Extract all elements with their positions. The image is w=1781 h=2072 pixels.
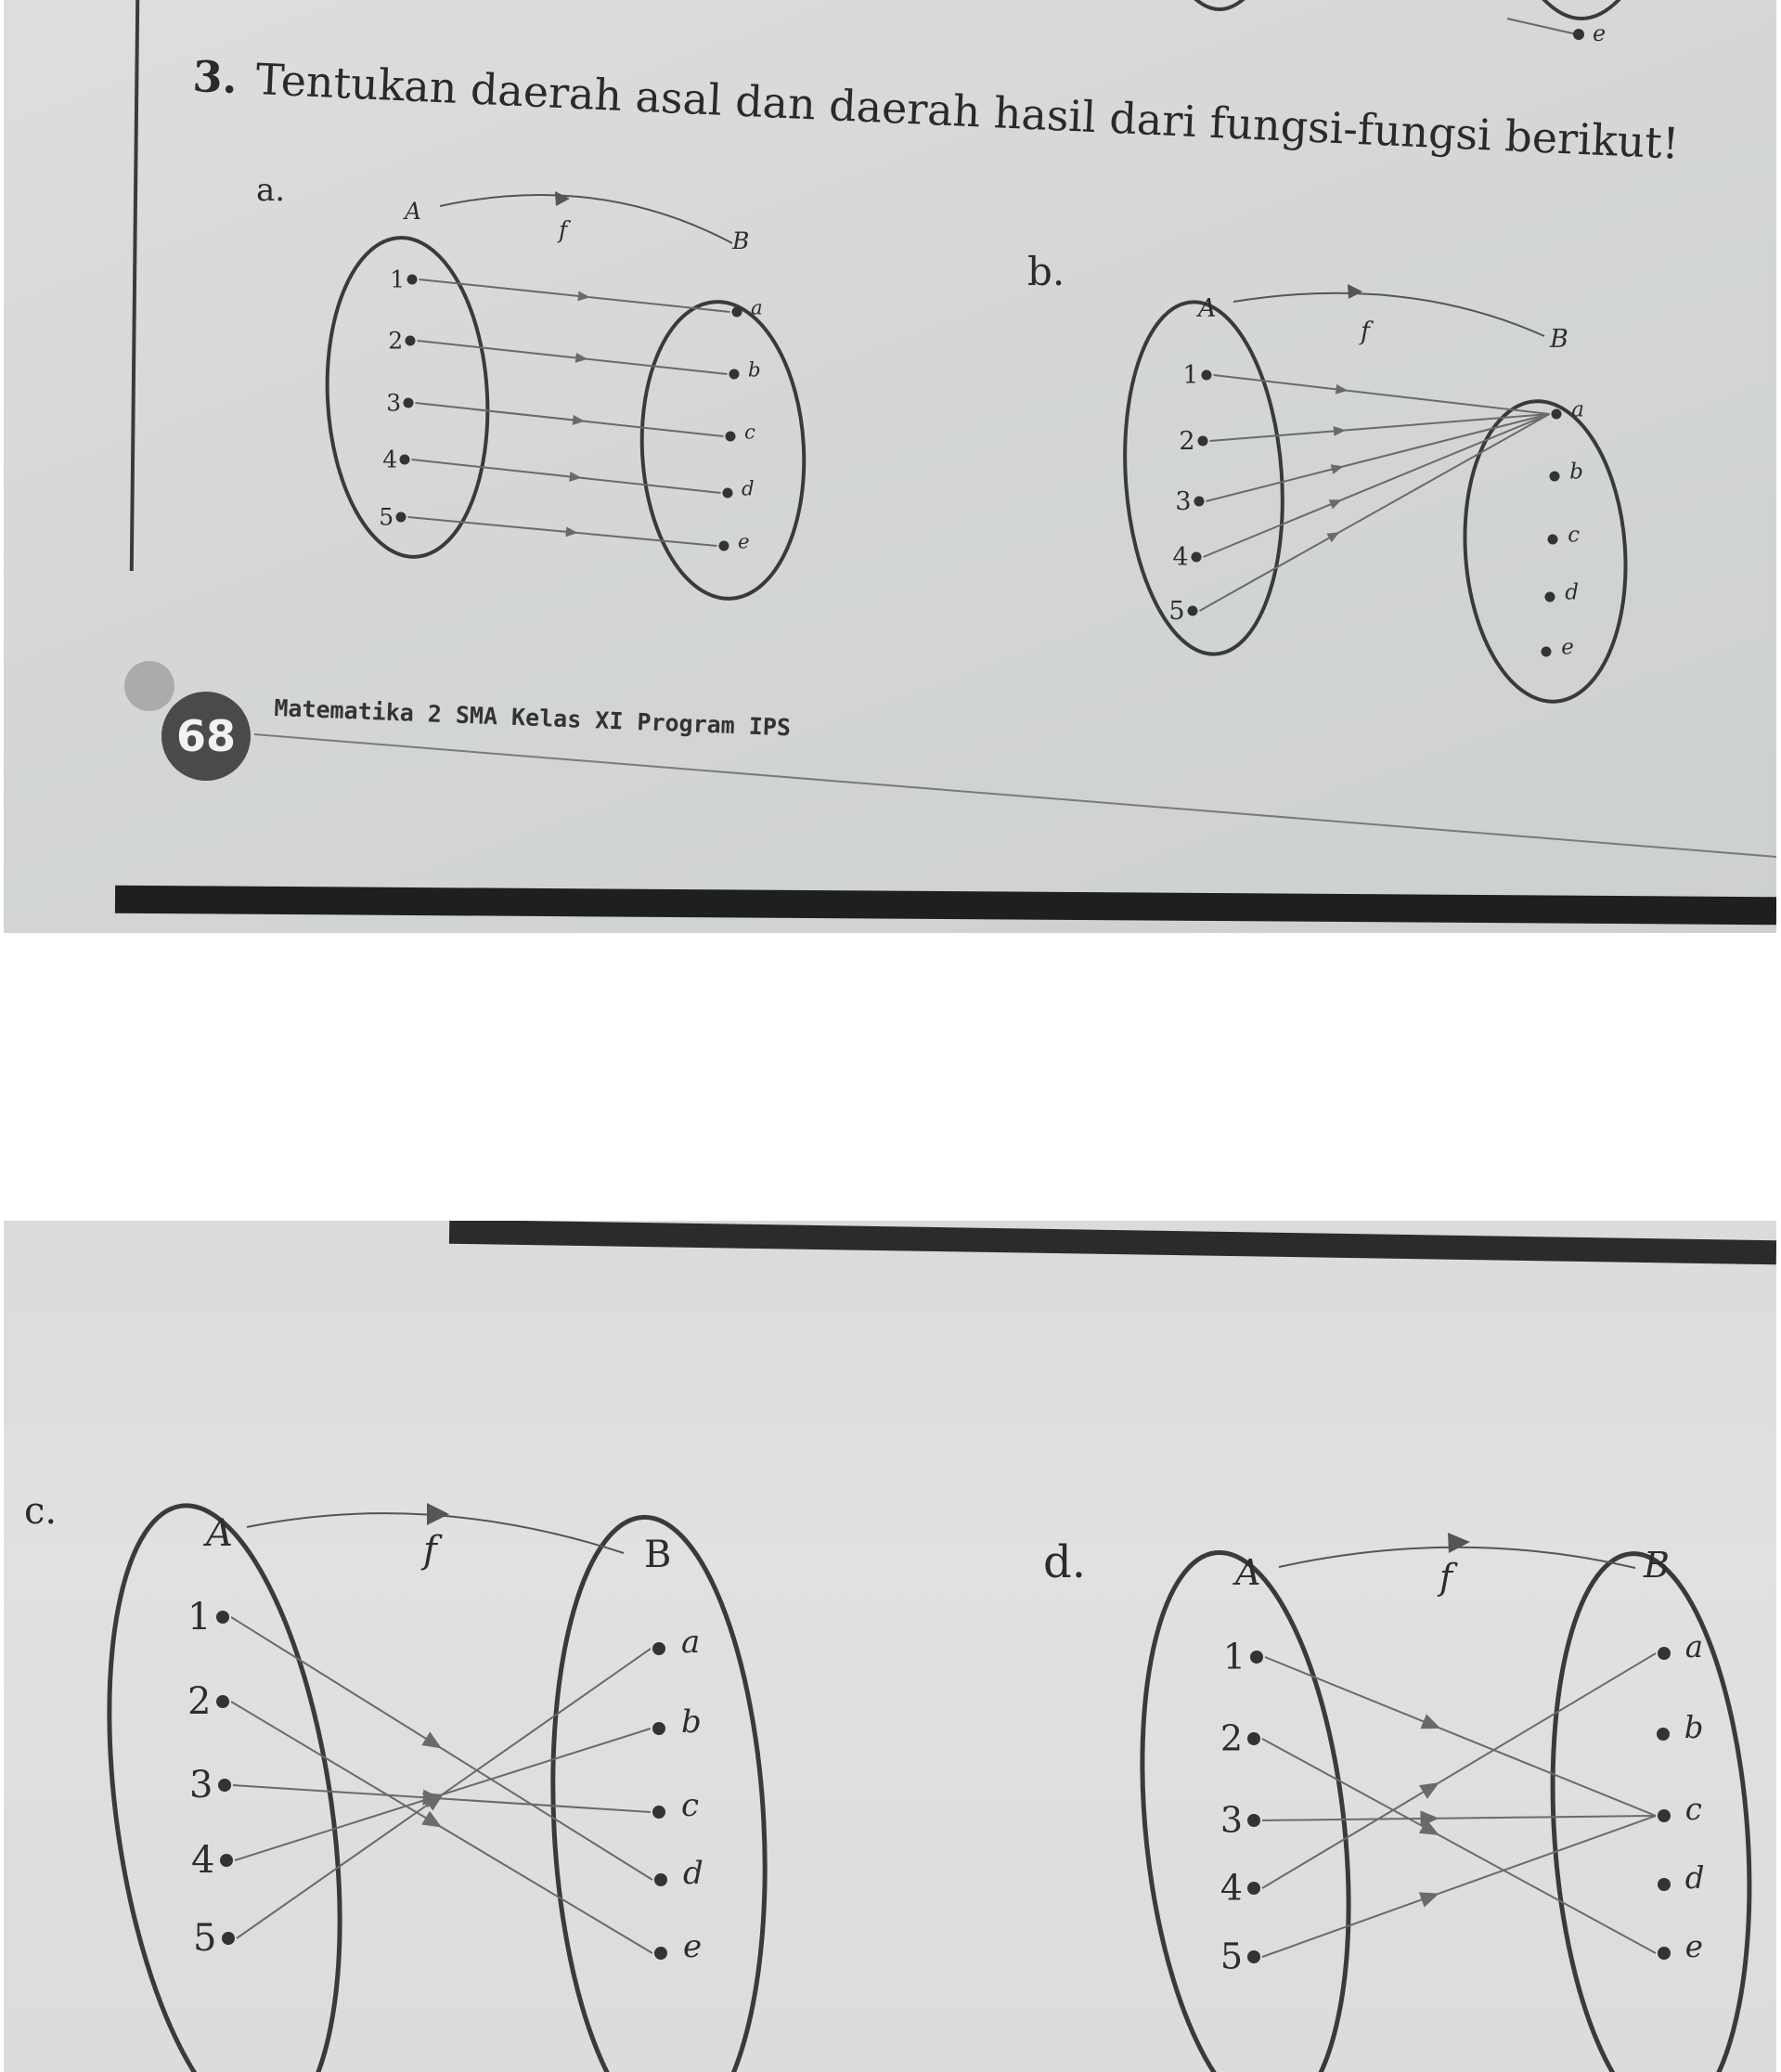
set-a-label: A [1235, 1552, 1261, 1593]
domain-label-1: 1 [187, 1596, 212, 1639]
book-title: Matematika 2 SMA Kelas XI Program IPS [273, 694, 792, 742]
mapping-arrowhead-4-a [1419, 1782, 1439, 1799]
domain-label-4: 4 [191, 1839, 215, 1883]
domain-label-3: 3 [386, 389, 402, 417]
codomain-label-a: a [1684, 1628, 1704, 1664]
codomain-point-a [1658, 1647, 1671, 1660]
codomain-label-b: b [1569, 460, 1583, 485]
photo-bottom-page [4, 1221, 1776, 2072]
codomain-label-d: d [1565, 580, 1579, 605]
mapping-arrowhead-2-a [1334, 426, 1346, 436]
domain-label-5: 5 [193, 1917, 217, 1961]
domain-point-2 [1247, 1732, 1260, 1745]
codomain-label-c: c [681, 1787, 700, 1824]
codomain-label-d: d [683, 1855, 703, 1892]
mapping-diagram-d [4, 1221, 1776, 2072]
domain-point-3 [1247, 1814, 1260, 1827]
mapping-line-4-a [1204, 414, 1550, 557]
footer-badge-shadow [124, 661, 174, 711]
question-number: 3. [191, 51, 239, 104]
codomain-point-b [1657, 1728, 1670, 1741]
domain-label-2: 2 [1220, 1717, 1244, 1759]
domain-label-5: 5 [379, 503, 394, 531]
set-b-label: B [1550, 325, 1568, 354]
domain-label-2: 2 [187, 1680, 212, 1724]
fragment-label: e [1593, 20, 1607, 46]
function-arc [1279, 1548, 1635, 1568]
codomain-label-c: c [744, 421, 755, 445]
function-label: f [559, 216, 568, 243]
codomain-point-b [1550, 472, 1560, 482]
domain-label-5: 5 [1168, 596, 1185, 626]
codomain-label-e: e [738, 530, 750, 554]
domain-label-4: 4 [1220, 1867, 1244, 1909]
codomain-label-c: c [1684, 1791, 1702, 1827]
domain-point-1 [1250, 1651, 1263, 1664]
domain-point-5 [1188, 606, 1198, 616]
set-b-label: B [644, 1534, 672, 1576]
codomain-point-a [1552, 409, 1562, 420]
mapping-line-5-c [1262, 1816, 1656, 1957]
mapping-line-5-a [1200, 414, 1550, 611]
codomain-point-d [1545, 592, 1555, 602]
codomain-label-e: e [1561, 635, 1574, 660]
part-label-d: d. [1043, 1536, 1086, 1588]
part-label-c: c. [24, 1490, 58, 1533]
part-label-a: a. [256, 172, 286, 209]
question-text: Tentukan daerah asal dan daerah hasil dari fungsi-fungsi berikut! [254, 54, 1681, 169]
set-b-label: B [1644, 1545, 1670, 1586]
function-label: f [1361, 317, 1370, 346]
domain-point-3 [1194, 497, 1205, 507]
domain-label-5: 5 [1220, 1936, 1244, 1977]
codomain-point-c [1548, 535, 1558, 545]
domain-label-1: 1 [1222, 1636, 1246, 1677]
codomain-label-b: b [681, 1703, 702, 1741]
codomain-label-d: d [1684, 1859, 1705, 1896]
domain-label-3: 3 [189, 1764, 213, 1807]
codomain-point-d [1658, 1878, 1671, 1891]
codomain-label-a: a [1571, 397, 1584, 422]
mapping-arrowhead-1-a [1336, 384, 1348, 395]
function-arc [1233, 293, 1544, 336]
domain-label-3: 3 [1220, 1799, 1244, 1841]
domain-label-4: 4 [382, 446, 398, 473]
function-arc-arrowhead [1348, 284, 1362, 299]
domain-point-2 [1198, 436, 1208, 447]
mapping-line-1-c [1265, 1657, 1656, 1816]
domain-point-5 [1247, 1950, 1260, 1963]
set-a-label: A [1198, 294, 1217, 323]
set-b-label: B [732, 227, 750, 254]
set-a-ellipse [1114, 297, 1294, 660]
photo-top-page [4, 0, 1776, 933]
domain-label-2: 2 [1179, 426, 1195, 456]
mapping-arrowhead-1-c [1420, 1714, 1440, 1729]
domain-label-2: 2 [388, 327, 404, 355]
page-number-badge: 68 [161, 692, 251, 781]
mapping-line-1-a [1214, 375, 1550, 414]
domain-point-4 [1247, 1882, 1260, 1895]
domain-label-4: 4 [1172, 542, 1189, 572]
set-a-label: A [405, 198, 422, 225]
codomain-label-b: b [1684, 1709, 1704, 1745]
codomain-label-a: a [751, 296, 763, 320]
domain-label-1: 1 [390, 265, 406, 293]
part-label-b: b. [1027, 249, 1065, 294]
codomain-point-e [1542, 647, 1552, 657]
function-label: f [1439, 1557, 1453, 1598]
codomain-point-e [1658, 1947, 1671, 1960]
codomain-label-b: b [748, 358, 761, 382]
mapping-line-3-c [1262, 1816, 1656, 1820]
mapping-arrowhead-5-c [1419, 1892, 1439, 1907]
codomain-label-c: c [1568, 523, 1581, 548]
codomain-label-e: e [1684, 1928, 1703, 1964]
set-b-ellipse [1535, 1547, 1767, 2072]
codomain-point-c [1658, 1809, 1671, 1822]
domain-point-1 [1202, 370, 1212, 381]
domain-point-4 [1192, 552, 1202, 563]
mapping-arrowhead-4-a [1329, 499, 1342, 509]
function-arc-arrowhead [1448, 1533, 1470, 1553]
domain-label-3: 3 [1175, 486, 1192, 516]
set-a-label: A [206, 1512, 233, 1555]
set-a-ellipse [1117, 1542, 1374, 2072]
codomain-label-d: d [742, 477, 755, 501]
codomain-label-a: a [681, 1624, 701, 1661]
codomain-label-e: e [683, 1928, 703, 1965]
mapping-arrowhead-3-a [1331, 464, 1344, 474]
domain-label-1: 1 [1182, 360, 1199, 390]
function-label: f [423, 1529, 437, 1572]
mapping-diagram-b [4, 0, 1776, 933]
